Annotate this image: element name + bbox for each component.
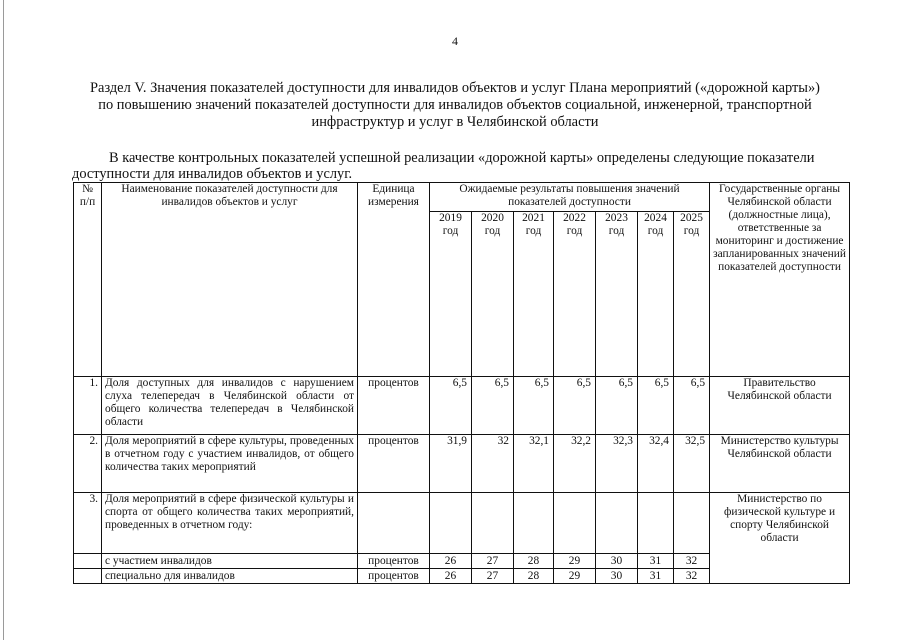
- row-value: 27: [472, 554, 514, 569]
- row-value-empty: [472, 493, 514, 554]
- header-year: 2021 год: [514, 212, 554, 377]
- row-value-empty: [554, 493, 596, 554]
- table-row: [74, 435, 850, 493]
- row-num-empty: [74, 569, 102, 584]
- row-value: 29: [554, 554, 596, 569]
- header-expected: Ожидаемые результаты повышения значений показателей доступности: [430, 183, 710, 212]
- row-value: 28: [514, 554, 554, 569]
- row-value: 32,2: [554, 435, 596, 493]
- header-responsible: Государственные органы Челябинской области (должностные лица), ответственные за мониторинг и достижение запланированных значений показателей доступности: [710, 183, 850, 377]
- page-edge-line: [3, 0, 4, 640]
- section-title-line-1: Раздел V. Значения показателей доступности для инвалидов объектов и услуг Плана мероприятий («дорожной карты»): [90, 80, 820, 96]
- header-year: 2020 год: [472, 212, 514, 377]
- row-value: 32,1: [514, 435, 554, 493]
- row-responsible: Правительство Челябинской области: [710, 377, 850, 435]
- row-value: 6,5: [596, 377, 638, 435]
- row-value-empty: [674, 493, 710, 554]
- row-name: Доля доступных для инвалидов с нарушением слуха телепередач в Челябинской области от общего количества телепередач в Челябинской области: [102, 377, 358, 435]
- row-value: 30: [596, 569, 638, 584]
- row-value: 32: [472, 435, 514, 493]
- row-value: 27: [472, 569, 514, 584]
- table-row: [74, 493, 850, 554]
- row-value: 31: [638, 569, 674, 584]
- row-value: 30: [596, 554, 638, 569]
- row-value-empty: [638, 493, 674, 554]
- indicators-table: [73, 182, 850, 584]
- section-title-line-2: по повышению значений показателей доступности для инвалидов объектов социальной, инженерной, транспортной: [98, 97, 812, 113]
- row-value: 6,5: [514, 377, 554, 435]
- row-value: 6,5: [430, 377, 472, 435]
- row-value: 6,5: [554, 377, 596, 435]
- header-year: 2022 год: [554, 212, 596, 377]
- intro-text: В качестве контрольных показателей успешной реализации «дорожной карты» определены следующие показатели доступности для инвалидов объектов и услуг.: [72, 150, 815, 182]
- row-value: 6,5: [638, 377, 674, 435]
- row-value: 32,4: [638, 435, 674, 493]
- header-year: 2024 год: [638, 212, 674, 377]
- row-value: 32: [674, 554, 710, 569]
- table-row: [74, 377, 850, 435]
- row-num: 2.: [74, 435, 102, 493]
- row-unit: процентов: [358, 377, 430, 435]
- section-title: [60, 80, 850, 131]
- row-num-empty: [74, 554, 102, 569]
- row-value: 6,5: [674, 377, 710, 435]
- row-unit: процентов: [358, 435, 430, 493]
- row-value: 28: [514, 569, 554, 584]
- subrow-name: специально для инвалидов: [102, 569, 358, 584]
- row-num: 3.: [74, 493, 102, 554]
- row-name: Доля мероприятий в сфере физической культуры и спорта от общего количества таких мероприятий, проведенных в отчетном году:: [102, 493, 358, 554]
- section-title-line-3: инфраструктур и услуг в Челябинской области: [311, 114, 599, 130]
- row-value: 32,3: [596, 435, 638, 493]
- row-value: 6,5: [472, 377, 514, 435]
- subrow-unit: процентов: [358, 554, 430, 569]
- row-value-empty: [430, 493, 472, 554]
- row-name: Доля мероприятий в сфере культуры, проведенных в отчетном году с участием инвалидов, от общего количества таких мероприятий: [102, 435, 358, 493]
- header-year: 2023 год: [596, 212, 638, 377]
- subrow-name: с участием инвалидов: [102, 554, 358, 569]
- row-value: 26: [430, 569, 472, 584]
- row-unit-empty: [358, 493, 430, 554]
- row-value-empty: [596, 493, 638, 554]
- header-year: 2025 год: [674, 212, 710, 377]
- row-num: 1.: [74, 377, 102, 435]
- row-value: 26: [430, 554, 472, 569]
- header-year: 2019 год: [430, 212, 472, 377]
- row-value: 32: [674, 569, 710, 584]
- subrow-unit: процентов: [358, 569, 430, 584]
- row-value-empty: [514, 493, 554, 554]
- row-value: 31,9: [430, 435, 472, 493]
- row-value: 29: [554, 569, 596, 584]
- row-responsible: Министерство культуры Челябинской области: [710, 435, 850, 493]
- page-number: 4: [452, 34, 458, 48]
- intro-paragraph: [72, 150, 872, 182]
- row-responsible: Министерство по физической культуре и спорту Челябинской области: [710, 493, 850, 584]
- table-header-row: [74, 183, 850, 212]
- row-value: 31: [638, 554, 674, 569]
- row-value: 32,5: [674, 435, 710, 493]
- header-unit: Единица измерения: [358, 183, 430, 377]
- header-num: № п/п: [74, 183, 102, 377]
- header-name: Наименование показателей доступности для инвалидов объектов и услуг: [102, 183, 358, 377]
